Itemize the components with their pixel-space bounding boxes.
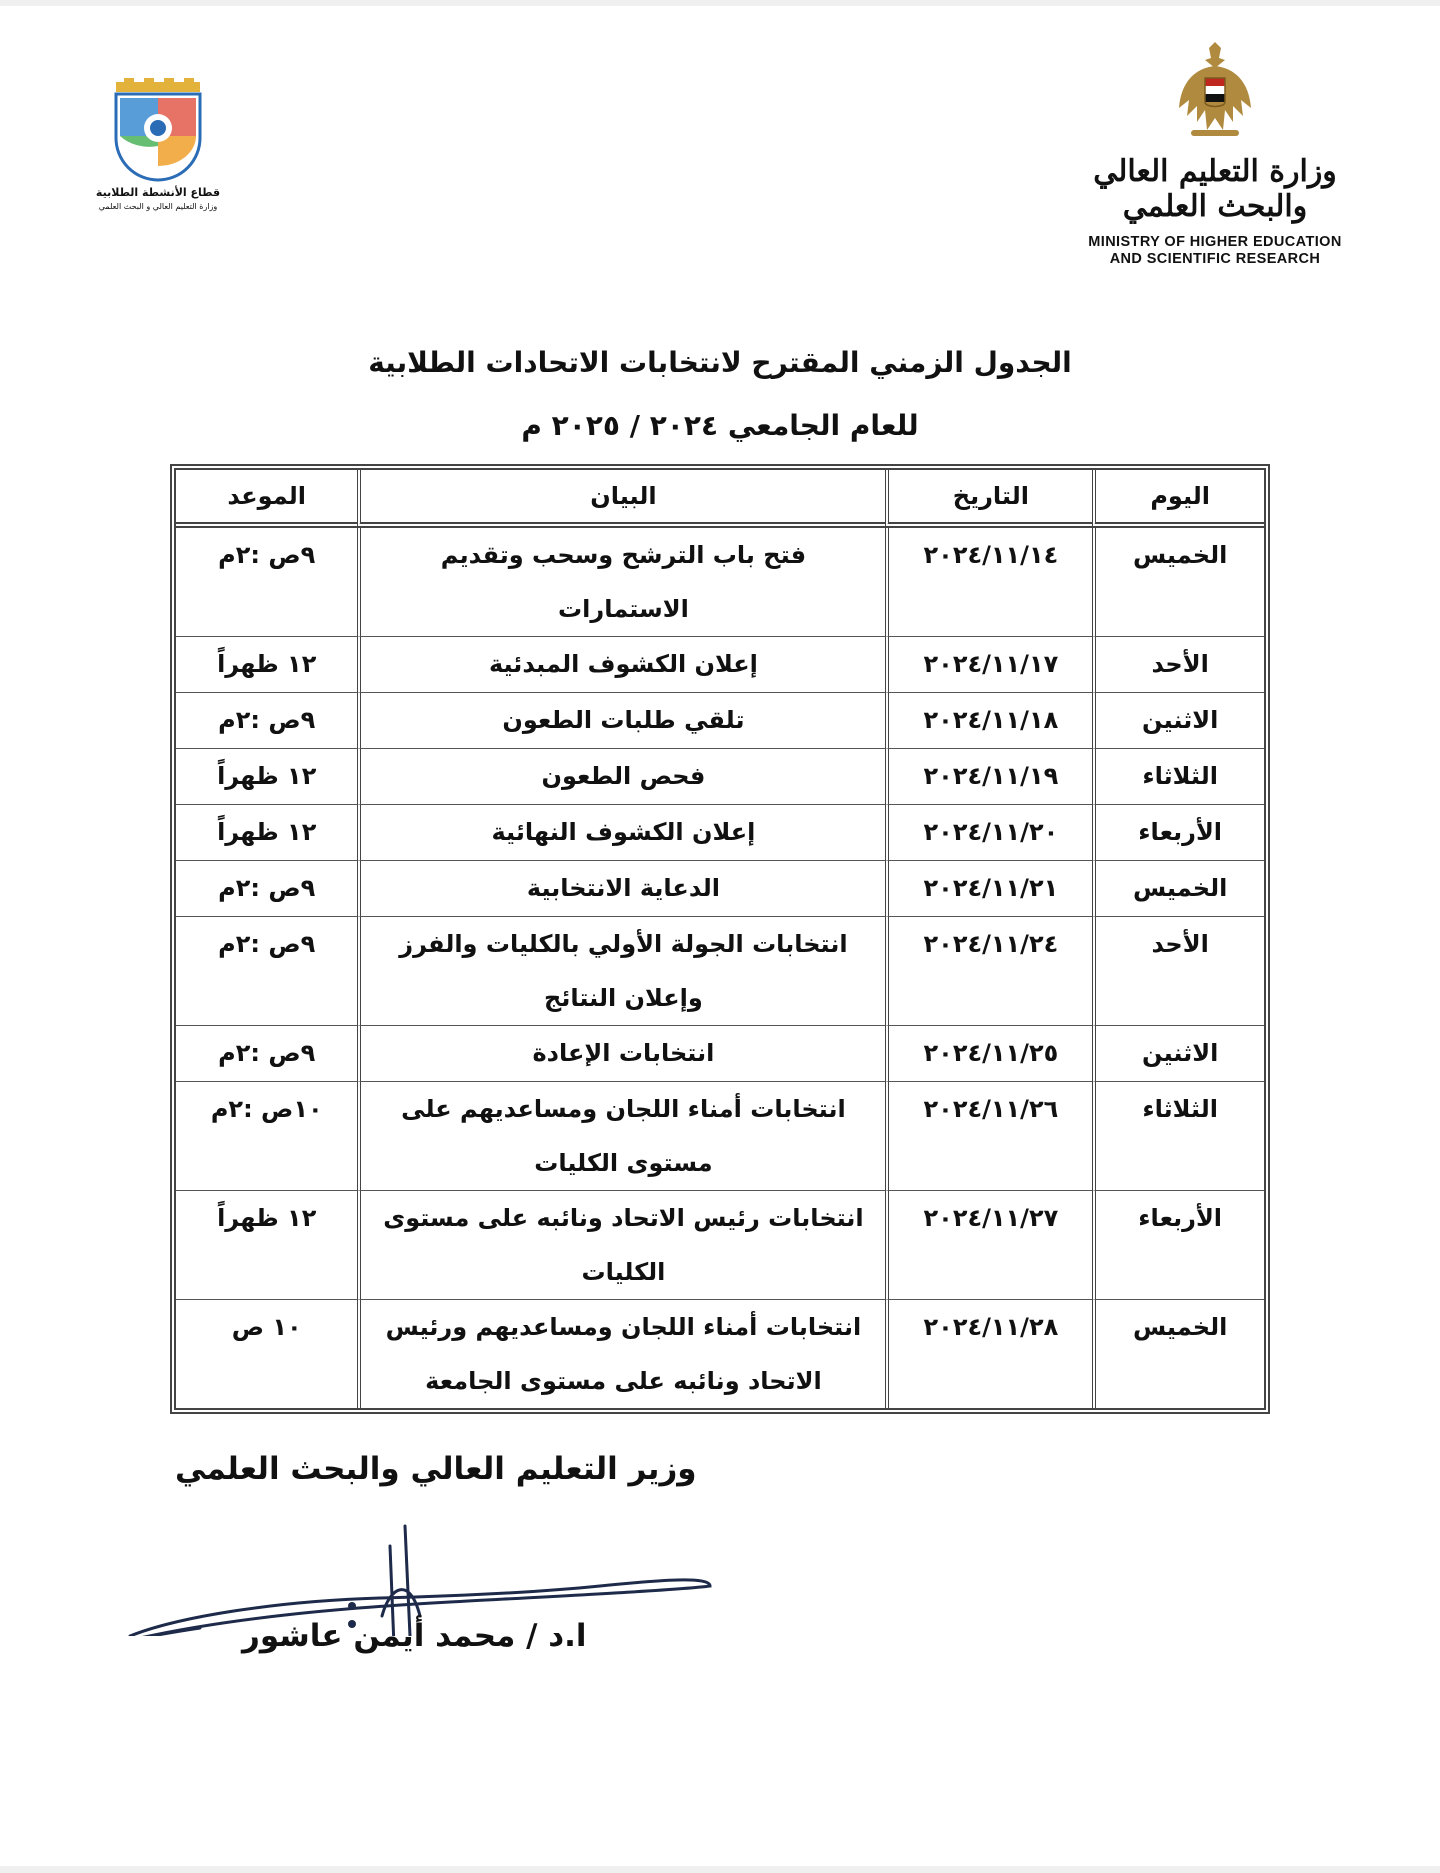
row-day: الأربعاء [1092,805,1264,861]
table-row [176,861,1264,917]
row-date: ٢٠٢٤/١١/١٤ [885,528,1092,637]
header-time: الموعد [176,470,357,528]
academic-year-subtitle: للعام الجامعي ٢٠٢٤ / ٢٠٢٥ م [521,409,919,442]
header-description: البيان [357,470,885,528]
row-description: الدعاية الانتخابية [357,861,885,917]
row-description: انتخابات الإعادة [357,1026,885,1082]
row-day: الأحد [1092,917,1264,1026]
row-description: انتخابات رئيس الاتحاد ونائبه على مستوى الكليات [357,1191,885,1300]
row-day: الخميس [1092,528,1264,637]
row-date: ٢٠٢٤/١١/٢٨ [885,1300,1092,1408]
row-description: فحص الطعون [357,749,885,805]
row-time: ٩ص :٢م [176,528,357,637]
row-description: فتح باب الترشح وسحب وتقديم الاستمارات [357,528,885,637]
table-row [176,528,1264,637]
row-time: ٩ص :٢م [176,861,357,917]
row-date: ٢٠٢٤/١١/١٨ [885,693,1092,749]
row-day: الأحد [1092,637,1264,693]
table-row [176,1191,1264,1300]
ministry-name-english-line1: MINISTRY OF HIGHER EDUCATION [1088,234,1342,250]
row-day: الأربعاء [1092,1191,1264,1300]
row-description: إعلان الكشوف النهائية [357,805,885,861]
student-activities-logo-subcaption: وزارة التعليم العالي و البحث العلمي [98,202,218,211]
row-day: الاثنين [1092,1026,1264,1082]
row-time: ٩ص :٢م [176,917,357,1026]
row-description: إعلان الكشوف المبدئية [357,637,885,693]
handwritten-signature [120,1506,720,1636]
row-description: انتخابات الجولة الأولي بالكليات والفرز وإعلان النتائج [357,917,885,1026]
row-time: ١٢ ظهراً [176,1191,357,1300]
row-date: ٢٠٢٤/١١/١٩ [885,749,1092,805]
header-date: التاريخ [885,470,1092,528]
egypt-eagle-emblem-icon [1175,38,1255,148]
minister-name: ا.د / محمد أيمن عاشور [242,1618,587,1654]
table-row [176,749,1264,805]
row-date: ٢٠٢٤/١١/٢٤ [885,917,1092,1026]
row-time: ١٢ ظهراً [176,637,357,693]
row-day: الثلاثاء [1092,749,1264,805]
row-day: الخميس [1092,1300,1264,1408]
row-description: انتخابات أمناء اللجان ومساعديهم ورئيس الاتحاد ونائبه على مستوى الجامعة [357,1300,885,1408]
table-row [176,805,1264,861]
ministry-name-english-line2: AND SCIENTIFIC RESEARCH [1109,251,1321,267]
row-day: الاثنين [1092,693,1264,749]
document-title: الجدول الزمني المقترح لانتخابات الاتحادات الطلابية [368,346,1072,379]
row-time: ١٠ص :٢م [176,1082,357,1191]
row-time: ١٢ ظهراً [176,749,357,805]
header-day: اليوم [1092,470,1264,528]
student-activities-logo [88,78,228,211]
table-row [176,1026,1264,1082]
row-date: ٢٠٢٤/١١/٢٧ [885,1191,1092,1300]
row-date: ٢٠٢٤/١١/٢٥ [885,1026,1092,1082]
election-schedule-table [170,464,1270,1414]
table-row [176,1082,1264,1191]
row-time: ٩ص :٢م [176,1026,357,1082]
student-activities-emblem-icon [110,78,206,182]
table-row [176,917,1264,1026]
row-date: ٢٠٢٤/١١/٢١ [885,861,1092,917]
table-row [176,693,1264,749]
row-date: ٢٠٢٤/١١/٢٠ [885,805,1092,861]
row-day: الثلاثاء [1092,1082,1264,1191]
row-date: ٢٠٢٤/١١/١٧ [885,637,1092,693]
row-date: ٢٠٢٤/١١/٢٦ [885,1082,1092,1191]
row-time: ٩ص :٢م [176,693,357,749]
document-page [0,6,1440,1866]
student-activities-logo-caption: قطاع الأنشطة الطلابية [95,186,221,199]
row-description: تلقي طلبات الطعون [357,693,885,749]
table-header-row [176,470,1264,528]
ministry-name-english [1080,234,1350,268]
ministry-name-arabic: وزارة التعليم العالي والبحث العلمي [1093,154,1337,224]
row-day: الخميس [1092,861,1264,917]
ministry-logo [1080,38,1350,268]
table-row [176,637,1264,693]
row-time: ١٠ ص [231,1313,302,1341]
row-time: ١٢ ظهراً [176,805,357,861]
minister-title: وزير التعليم العالي والبحث العلمي [175,1451,697,1487]
table-row [176,1300,1264,1408]
row-description: انتخابات أمناء اللجان ومساعديهم على مستوى الكليات [357,1082,885,1191]
